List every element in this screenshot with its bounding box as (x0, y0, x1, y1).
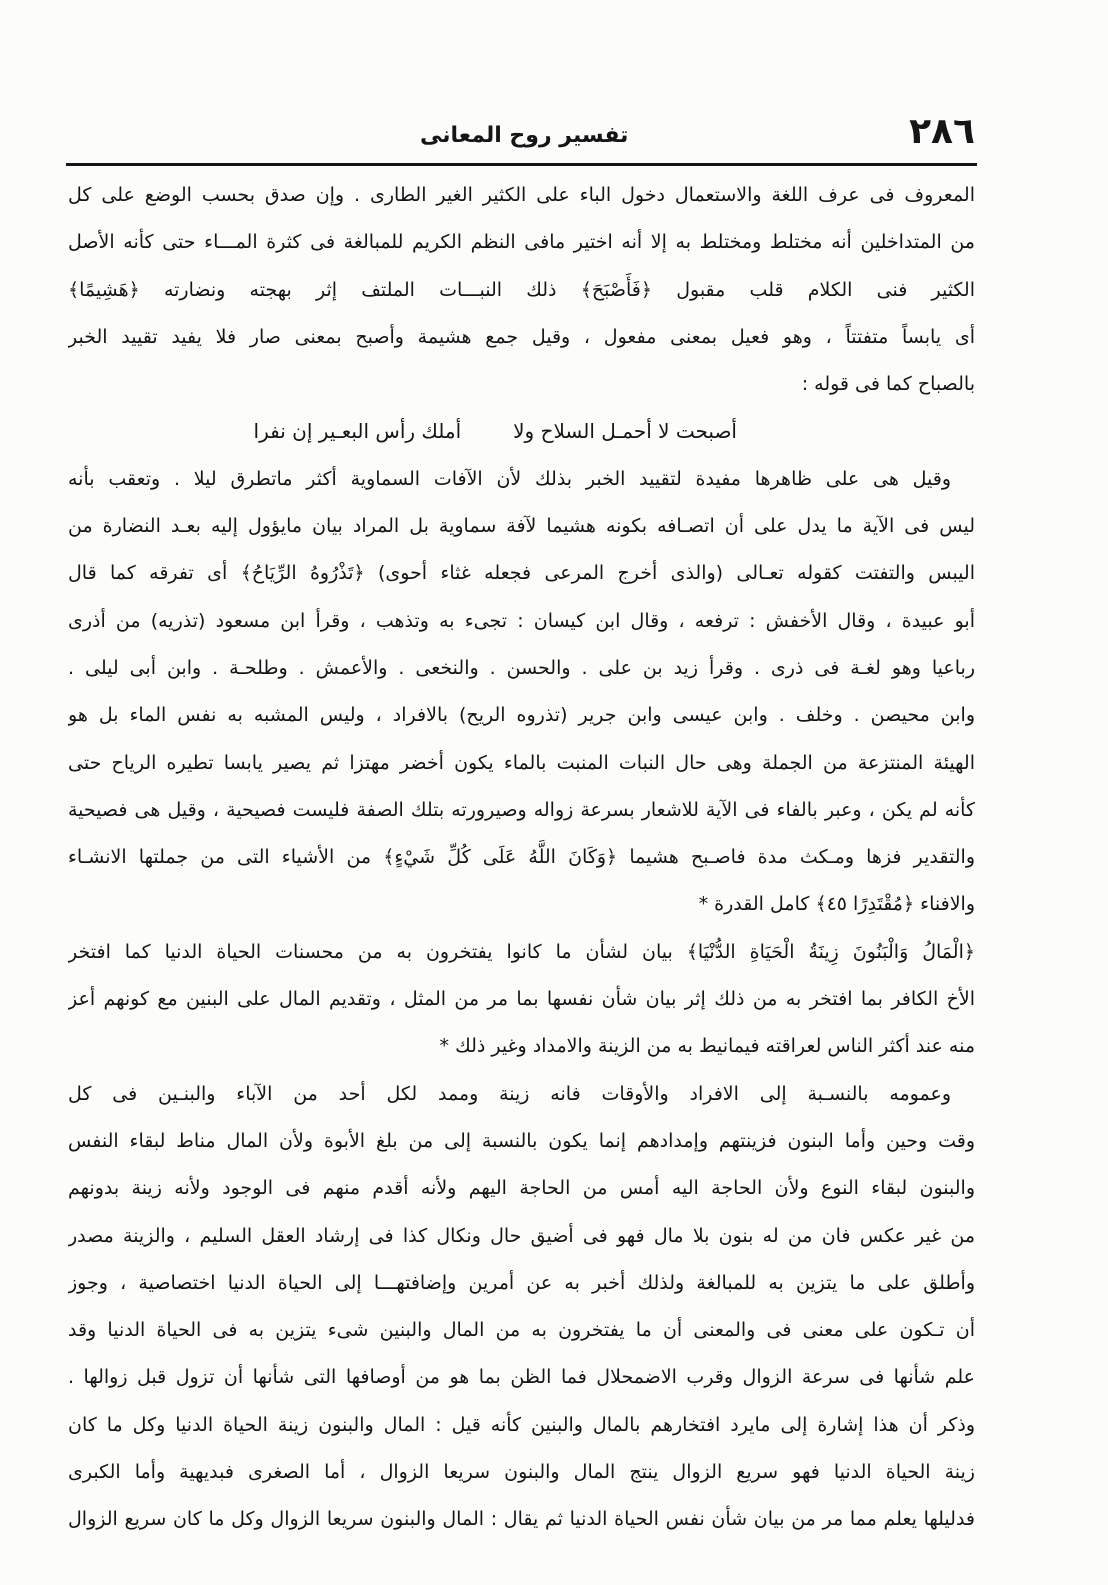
verse-hemistich-first: أصبحت لا أحمـل السلاح ولا (513, 419, 737, 444)
text-line: رباعيا وهو لغـة فى ذرى . وقرأ زيد بن على . والحسن . والنخعى . والأعمش . وطلحـة . وابن أبى ليلى . (68, 656, 975, 679)
header-rule (66, 163, 977, 166)
paragraph-start-line: وعمومه بالنسـبة إلى الافراد والأوقات فانه زينة وممد لكل أحد من الآباء والبنـين فى كل (68, 1082, 951, 1105)
text-line: علم شأنها فى سرعة الزوال وقرب الاضمحلال فما الظن بما هو من أوصافها التى شأنها أن تزول قبل زوالها . (68, 1366, 975, 1389)
text-line: أبو عبيدة ، وقال الأخفش : ترفعه ، وقال ابن كيسان : تجىء به وتذهب ، وقرأ ابن مسعود (تذريه) من أذرى (68, 609, 975, 632)
text-line: من غير عكس فان من له بنون بلا مال فهو فى أضيق حال ونكال كذا فى إرشاد العقل السليم ، والزينة مصدر (68, 1224, 975, 1247)
page-number: ٢٨٦ (909, 111, 975, 152)
text-line: فدليلها يعلم مما مر من بيان شأن نفس الحياة الدنيا ثم يقال : المال والبنون سريعا الزوال وكل ما كان سريع الزوال (68, 1508, 975, 1531)
text-line: والتقدير فزها ومـكث مدة فاصـبح هشيما ﴿وَكَانَ اللَّهُ عَلَى كُلِّ شَيْءٍ﴾ من الأشياء التى من جملتها الانشـاء (68, 846, 975, 869)
text-body (68, 172, 975, 1544)
text-line: اليبس والتفتت كقوله تعـالى (والذى أخرج المرعى فجعله غثاء أحوى) ﴿تَذْرُوهُ الرِّيَاحُ﴾ أى تفرقه كما قال (68, 562, 975, 585)
text-line: ليس فى الآية ما يدل على أن اتصـافه بكونه هشيما لآفة سماوية بل المراد بيان مايؤول إليه بعـد النضارة من (68, 515, 975, 538)
text-line: وذكر أن هذا إشارة إلى مايرد افتخارهم بالمال والبنين كأنه قيل : المال والبنون زينة الحياة الدنيا وكل ما كان (68, 1413, 975, 1436)
text-line: وأطلق على ما يتزين به للمبالغة ولذلك أخبر به عن أمرين وإضافتهـــا إلى الحياة الدنيا اختصاصية ، وجوز (68, 1271, 975, 1294)
text-line: وابن محيصن . وخلف . وابن عيسى وابن جرير (تذروه الريح) بالافراد ، وليس المشبه به نفس الماء بل هو (68, 704, 975, 727)
text-line: من المتداخلين أنه مختلط ومختلط به إلا أنه اختير مافى النظم الكريم للمبالغة فى كثرة المـــاء حتى كأنه الأصل (68, 231, 975, 254)
paragraph-start-line: وقيل هى على ظاهرها مفيدة لتقييد الخبر بذلك لأن الآفات السماوية أكثر ماتطرق ليلا . وتعقب بأنه (68, 467, 951, 490)
text-line: والافناء ﴿مُقْتَدِرًا ٤٥﴾ كامل القدرة * (698, 893, 975, 916)
page-header (68, 108, 975, 160)
text-line: الكثير فنى الكلام قلب مقبول ﴿فَأَصْبَحَ﴾ ذلك النبـــات الملتف إثر بهجته ونضارته ﴿هَشِيمًا﴾ (68, 278, 975, 301)
text-line: وقت وحين وأما البنون فزينتهم وإمدادهم إنما يكون بالنسبة إلى من بلغ الأبوة ولأن المال مناط لبقاء النفس (68, 1129, 975, 1152)
running-title: تفسير روح المعانى (420, 123, 629, 148)
text-line: المعروف فى عرف اللغة والاستعمال دخول الباء على الكثير الغير الطارى . وإن صدق بحسب الوضع على كل (68, 184, 975, 206)
text-line: الهيئة المنتزعة من الجملة وهى حال النبات المنبت بالماء يكون أخضر مهتزا ثم يصير يابسا تطيره الرياح حتى (68, 751, 975, 774)
text-line: كأنه لم يكن ، وعبر بالفاء فى الآية للاشعار بسرعة زواله وصيرورته بتلك الصفة فليست فصيحية ، وقيل هى فصيحية (68, 798, 975, 821)
text-line: والبنون لبقاء النوع ولأن الحاجة اليه أمس من الحاجة اليهم ولأنه أقدم منهم فى الوجود ولأنه زينة بدونهم (68, 1177, 975, 1200)
poetry-verse (68, 408, 975, 455)
verse-hemistich-second: أملك رأس البعـير إن نفرا (253, 419, 462, 444)
text-line: أى يابساً متفتتاً ، وهو فعيل بمعنى مفعول ، وقيل جمع هشيمة وأصبح بمعنى صار فلا يفيد تقييد الخبر (68, 325, 975, 348)
text-line: زينة الحياة الدنيا فهو سريع الزوال ينتج المال والبنون سريعا الزوال ، أما الصغرى فبديهية وأما الكبرى (68, 1461, 975, 1484)
text-line: أن تـكون على معنى فى والمعنى أن ما يفتخرون به من المال والبنين شىء يتزين به فى الحياة الدنيا وقد (68, 1319, 975, 1342)
text-line: بالصباح كما فى قوله : (801, 373, 975, 396)
text-line: منه عند أكثر الناس لعراقته فيمانيط به من الزينة والامداد وغير ذلك * (439, 1035, 975, 1058)
text-line: الأخ الكافر بما افتخر به من ذلك إثر بيان شأن نفسها بما مر من المثل ، وتقديم المال على البنين مع كونهم أعز (68, 988, 975, 1011)
quran-verse-line: ﴿الْمَالُ وَالْبَنُونَ زِينَةُ الْحَيَاةِ الدُّنْيَا﴾ بيان لشأن ما كانوا يفتخرون به من محسنات الحياة الدنيا كما افتخر (68, 940, 975, 963)
